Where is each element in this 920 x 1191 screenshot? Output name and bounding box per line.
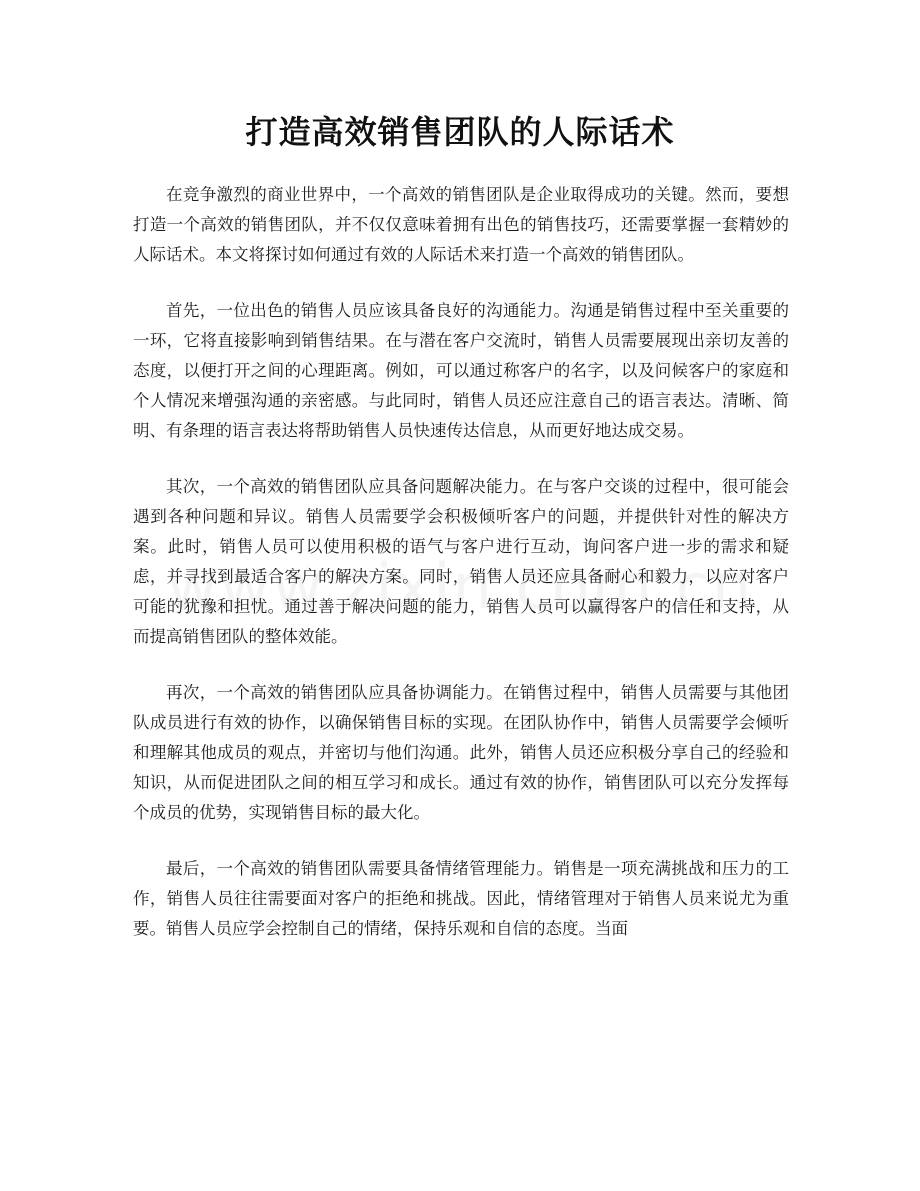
paragraph-communication: 首先，一位出色的销售人员应该具备良好的沟通能力。沟通是销售过程中至关重要的一环，它将直接影响到销售结果。在与潜在客户交流时，销售人员需要展现出亲切友善的态度，以便打开之间的心理距离。例如，可以通过称客户的名字，以及问候客户的家庭和个人情况来增强沟通的亲密感。与此同时，销售人员还应注意自己的语言表达。清晰、简明、有条理的语言表达将帮助销售人员快速传达信息，从而更好地达成交易。	[133, 301, 789, 440]
paragraph-problem-solving: 其次，一个高效的销售团队应具备问题解决能力。在与客户交谈的过程中，很可能会遇到各种问题和异议。销售人员需要学会积极倾听客户的问题，并提供针对性的解决方案。此时，销售人员可以使用积极的语气与客户进行互动，询问客户进一步的需求和疑虑，并寻找到最适合客户的解决方案。同时，销售人员还应具备耐心和毅力，以应对客户可能的犹豫和担忧。通过善于解决问题的能力，销售人员可以赢得客户的信任和支持，从而提高销售团队的整体效能。	[133, 477, 789, 646]
document-title: 打造高效销售团队的人际话术	[245, 113, 675, 151]
paragraph-emotion-management: 最后，一个高效的销售团队需要具备情绪管理能力。销售是一项充满挑战和压力的工作，销售人员往往需要面对客户的拒绝和挑战。因此，情绪管理对于销售人员来说尤为重要。销售人员应学会控制自己的情绪，保持乐观和自信的态度。当面	[133, 859, 789, 938]
paragraph-intro: 在竞争激烈的商业世界中，一个高效的销售团队是企业取得成功的关键。然而，要想打造一个高效的销售团队，并不仅仅意味着拥有出色的销售技巧，还需要掌握一套精妙的人际话术。本文将探讨如何通过有效的人际话术来打造一个高效的销售团队。	[133, 185, 789, 264]
document-body	[133, 180, 789, 970]
paragraph-coordination: 再次，一个高效的销售团队应具备协调能力。在销售过程中，销售人员需要与其他团队成员进行有效的协作，以确保销售目标的实现。在团队协作中，销售人员需要学会倾听和理解其他成员的观点，并密切与他们沟通。此外，销售人员还应积极分享自己的经验和知识，从而促进团队之间的相互学习和成长。通过有效的协作，销售团队可以充分发挥每个成员的优势，实现销售目标的最大化。	[133, 683, 789, 822]
